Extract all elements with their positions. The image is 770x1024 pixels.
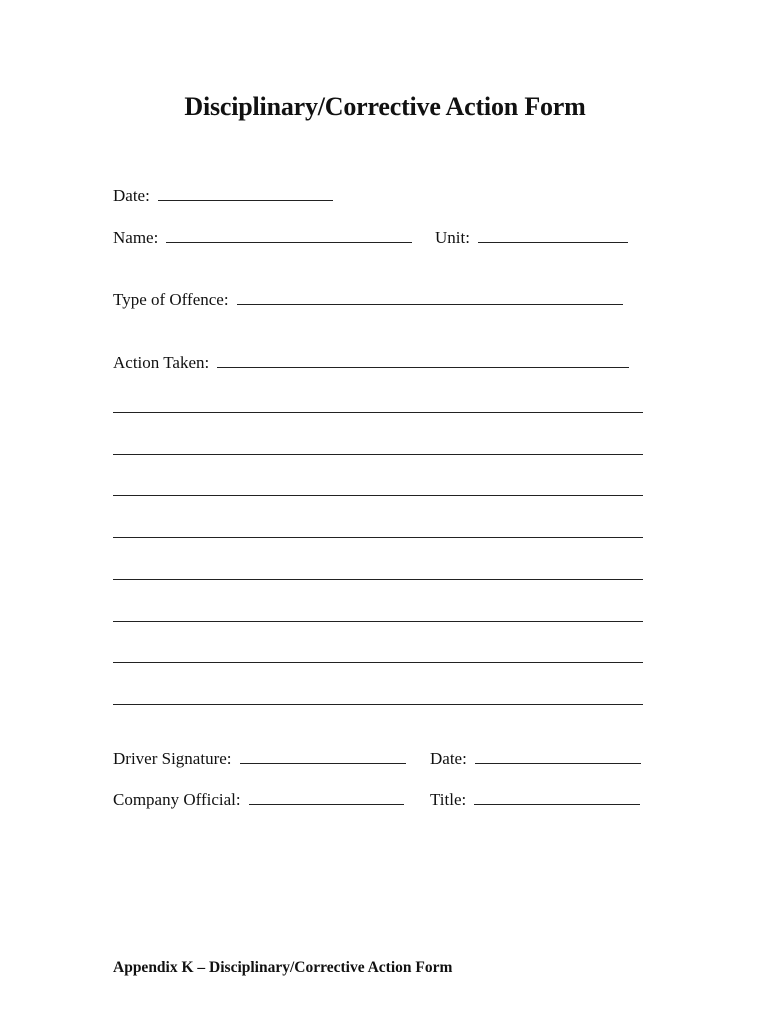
action-field[interactable] <box>217 353 629 368</box>
driver-signature-field[interactable] <box>240 749 406 764</box>
action-taken-line[interactable] <box>113 495 643 496</box>
date-label: Date: <box>113 186 150 205</box>
signature-date-row <box>430 749 641 769</box>
signature-date-field[interactable] <box>475 749 641 764</box>
action-taken-line[interactable] <box>113 704 643 705</box>
driver-signature-row <box>113 749 406 769</box>
unit-label: Unit: <box>435 228 470 247</box>
title-field[interactable] <box>474 790 640 805</box>
offence-field[interactable] <box>237 290 623 305</box>
company-official-field[interactable] <box>249 790 404 805</box>
action-taken-line[interactable] <box>113 537 643 538</box>
name-label: Name: <box>113 228 159 247</box>
action-taken-line[interactable] <box>113 662 643 663</box>
company-official-row <box>113 790 404 810</box>
action-row <box>113 353 629 373</box>
title-field-row <box>430 790 640 810</box>
action-taken-line[interactable] <box>113 579 643 580</box>
signature-date-label: Date: <box>430 749 467 768</box>
unit-row <box>435 228 628 248</box>
offence-row <box>113 290 623 310</box>
date-row <box>113 186 333 206</box>
offence-label: Type of Offence: <box>113 290 229 309</box>
action-taken-line[interactable] <box>113 621 643 622</box>
action-taken-line[interactable] <box>113 412 643 413</box>
title-field-label: Title: <box>430 790 467 809</box>
unit-field[interactable] <box>478 228 628 243</box>
form-title: Disciplinary/Corrective Action Form <box>184 92 586 121</box>
date-field[interactable] <box>158 186 333 201</box>
action-taken-line[interactable] <box>113 454 643 455</box>
company-official-label: Company Official: <box>113 790 241 809</box>
action-label: Action Taken: <box>113 353 210 372</box>
name-row <box>113 228 412 248</box>
footer-text: Appendix K – Disciplinary/Corrective Action Form <box>113 959 453 976</box>
name-field[interactable] <box>166 228 412 243</box>
driver-signature-label: Driver Signature: <box>113 749 232 768</box>
